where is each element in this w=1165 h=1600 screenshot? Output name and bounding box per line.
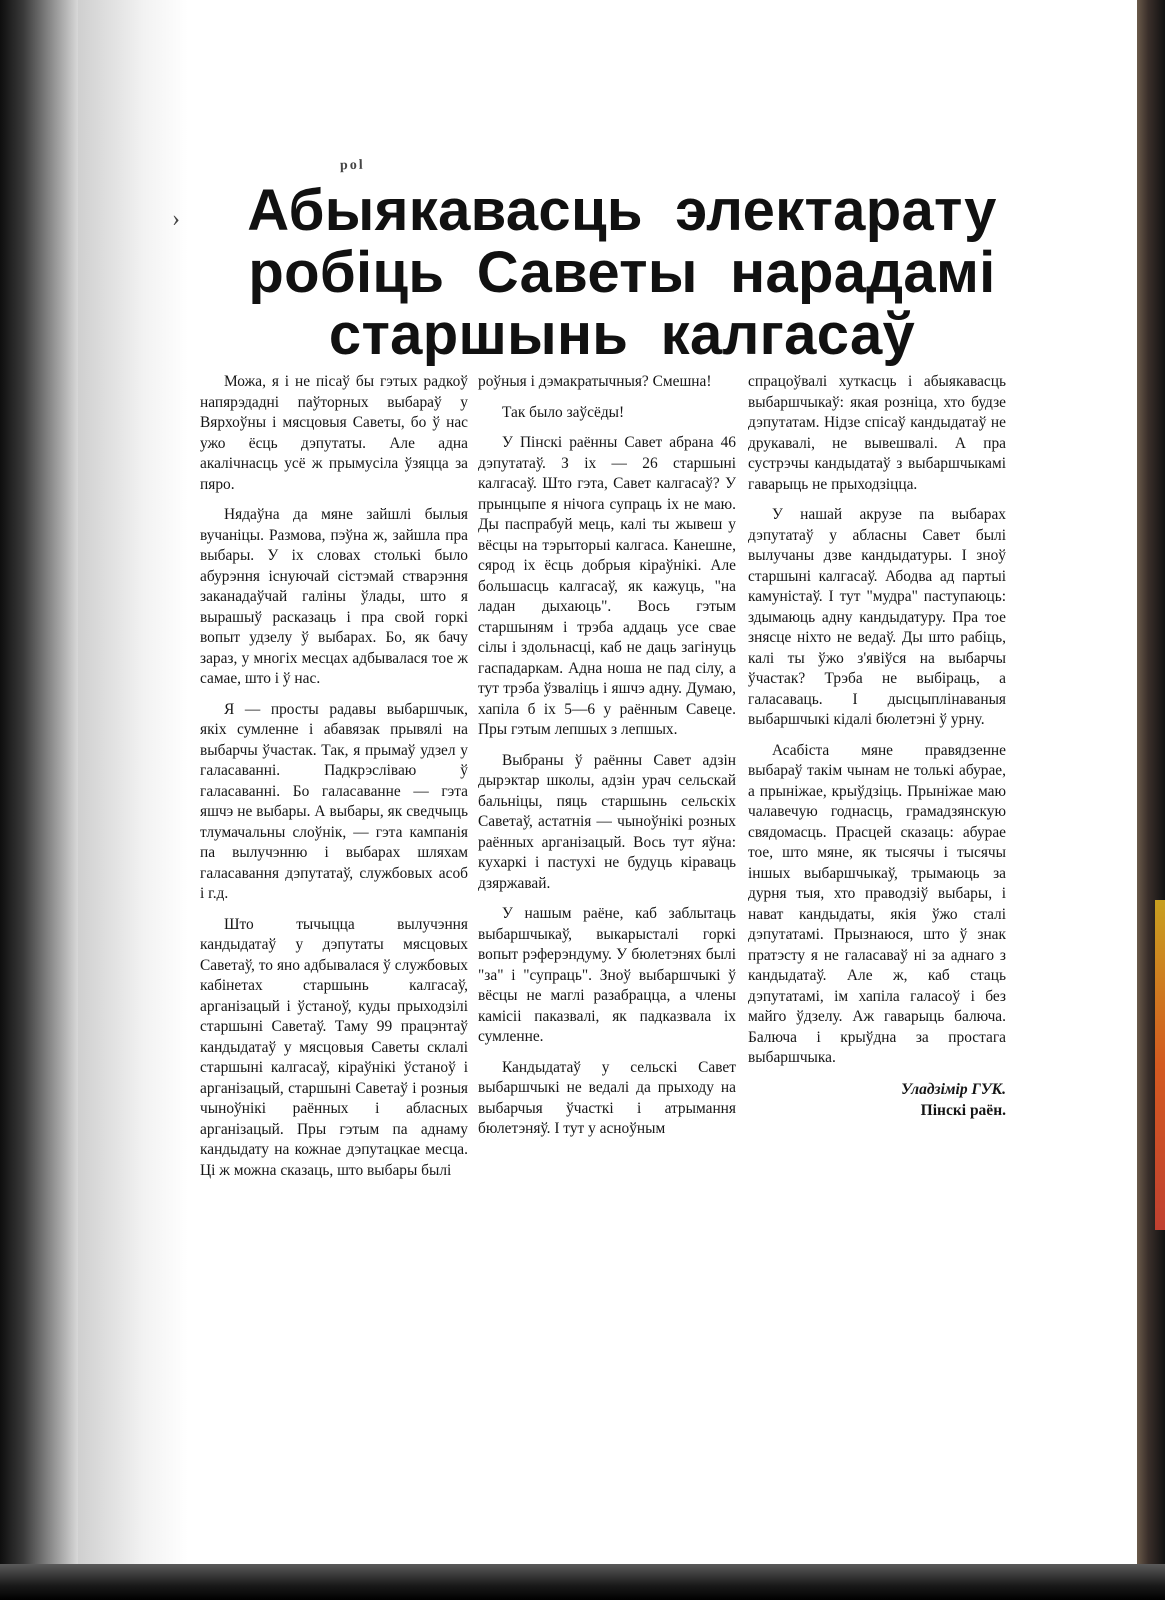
cut-text-fragment: pol [339,157,365,174]
paragraph: Так было заўсёды! [502,403,625,421]
scan-right-edge [1137,0,1165,1600]
paragraph: У Пінскі раённы Савет абрана 46 дэпутатаў. З іх — 26 старшыні калгасаў. Што гэта, Савет калгасаў? У прынцыпе я нічога супраць іх не маю. Ды паспрабуй мець, калі ты жывеш у вёсцы на тэрыторыі калгаса. Канешне, сярод іх ёсць добрыя кіраўнікі. Але большасць калгасаў, як кажуць, "на ладан дыхаюць". Вось гэтым старшыням і трэба аддаць усе свае сілы і здольнасці, каб не даць загінуць гаспадаркам. Адна ноша не пад сілу, а тут трэба ўзваліць і яшчэ адну. Думаю, хапіла б іх 5—6 у раённым Савеце. Пры гэтым лепшых з лепшых. [478,434,736,738]
author-signature [748,1079,1006,1121]
scan-bottom-edge [0,1564,1165,1600]
newspaper-clipping [172,157,1040,1179]
scan-color-strip [1155,900,1165,1230]
paragraph: Нядаўна да мяне зайшлі былыя вучаніцы. Размова, пэўна ж, зайшла пра выбары. У іх словах столькі было абурэння існуючай сістэмай стварэння заканадаўчай галіны ўлады, што я вырашыў расказаць і пра свой горкі вопыт удзелу ў выбарах. Бо, як бачу зараз, у многіх месцах адбывалася тое ж самае, што і ў нас. [200,506,468,687]
scan-left-edge [0,0,78,1600]
article-column-1 [200,372,468,1191]
author-name: Уладзімір ГУК. [901,1080,1006,1098]
headline-line-3: старшынь калгасаў [328,302,916,367]
scissors-mark-icon: › [172,206,180,232]
paragraph: роўныя і дэмакратычныя? Смешна! [478,373,712,390]
paragraph: Асабіста мяне правядзенне выбараў такім чынам не толькі абурае, а прыніжае, крыўдзіць. Прыніжае маю чалавечую годнасць, грамадзянскую свядомасць. Прасцей сказаць: абурае тое, што мяне, як тысячы і тысячы іншых выбаршчыкаў, трымаюць за дурня тыя, хто праводзіў выбары, і нават кандыдаты, якія ўжо сталі дэпутатамі. Прызнаюся, што ў знак пратэсту я не галасаваў ні за аднаго з кандыдатаў. Але ж, каб стаць дэпутатамі, ім хапіла галасоў і без майго ўдзелу. Аж гаварыць балюча. Балюча і крыўдна за простага выбаршчыка. [748,741,1006,1066]
article-column-2 [478,372,736,1150]
paragraph: Можа, я і не пісаў бы гэтых радкоў напярэдадні паўторных выбараў у Вярхоўны і мясцовыя Саветы, бо ў нас ужо ёсць дэпутаты. Але адна акалічнасць усё ж прымусіла ўзяцца за пяро. [200,373,468,493]
paragraph: У нашай акрузе па выбарах дэпутатаў у абласны Савет былі вылучаны дзве кандыдатуры. І зноў старшыні калгасаў. Абодва ад партыі камуністаў. І тут "мудра" паступаюць: здымаюць адну кандыдатуру. Пра тое знясце ніхто не ведаў. Ды што рабіць, калі ты ўжо з'явіўся на выбарчы ўчастак? Трэба не выбіраць, а галасаваць. І дысцыплінаваныя выбаршчыкі кідалі бюлетэні ў урну. [748,506,1006,728]
scan-page-shadow [78,0,188,1600]
paragraph: Што тычыцца вылучэння кандыдатаў у дэпутаты мясцовых Саветаў, то яно адбывалася ў службовых кабінетах старшынь калгасаў, арганізацый і ўстаноў, куды прыходзілі старшыні Саветаў. Таму 99 працэнтаў кандыдатаў у мясцовыя Саветы склалі старшыні калгасаў, кіраўнікі ўстаноў і арганізацый, старшыні Саветаў і розныя чыноўнікі раённых і абласных арганізацый. Пры гэтым па аднаму кандыдату на кожнае дэпутацкае месца. Ці ж можна сказаць, што выбары былі [200,915,468,1179]
paragraph: Кандыдатаў у сельскі Савет выбаршчыкі не ведалі да прыходу на выбарчыя ўчасткі і атрымання бюлетэняў. І тут у асноўным [478,1058,736,1137]
article-column-3 [748,372,1006,1121]
paragraph: У нашым раёне, каб заблытаць выбаршчыкаў, выкарысталі горкі вопыт рэферэндуму. У бюлетэнях былі "за" і "супраць". Зноў выбаршчыкі ў вёсцы не маглі разабрацца, а члены камісіі паказвалі, як падказвала іх сумленне. [478,905,736,1045]
headline-line-2: робіць Саветы нарадамі [248,240,996,305]
headline-line-1: Абыякавасць электарату [247,178,997,243]
article-headline [222,180,1022,366]
paragraph: спрацоўвалі хуткасць і абыякавасць выбаршчыкаў: якая розніца, хто будзе дэпутатам. Нідзе спісаў кандыдатаў не друкавалі, не вывешвалі. А пра сустрэчы кандыдатаў з выбаршчыкамі гаварыць не прыходзіцца. [748,373,1006,493]
paragraph: Выбраны ў раённы Савет адзін дырэктар школы, адзін урач сельскай бальніцы, пяць старшынь сельскіх Саветаў, астатнія — чыноўнікі розных раённых арганізацый. Вось тут яўна: кухаркі і пастухі не будуць кіраваць дзяржавай. [478,751,736,892]
paragraph: Я — просты радавы выбаршчык, якіх сумленне і абавязак прывялі на выбарчы ўчастак. Так, я прымаў удзел у галасаванні. Падкрэсліваю ў галасаванні. Бо галасаванне — гэта яшчэ не выбары. А выбары, як сведчыць тлумачальны слоўнік, — гэта кампанія па вылучэнню і выбарах шляхам галасавання дэпутатаў, службовых асоб і г.д. [200,700,468,902]
author-location: Пінскі раён. [920,1101,1006,1119]
